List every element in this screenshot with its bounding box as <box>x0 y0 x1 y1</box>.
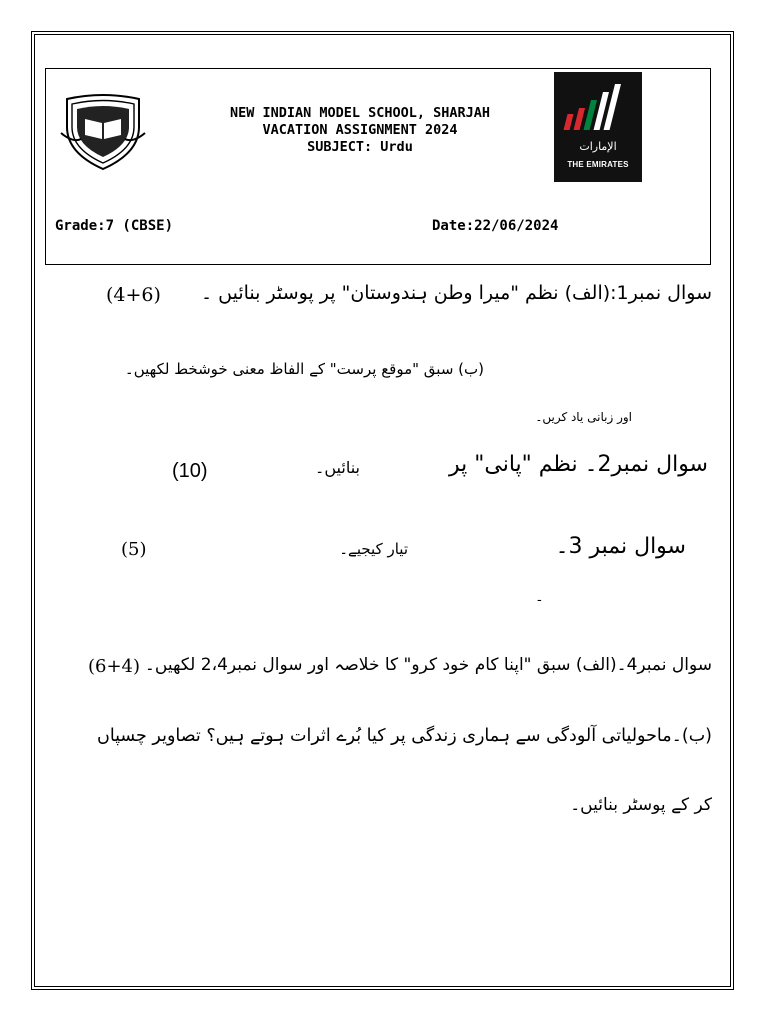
subject-title: SUBJECT: Urdu <box>307 139 413 155</box>
the-emirates-logo <box>554 72 642 182</box>
emirates-arabic-text: الإمارات <box>579 140 617 153</box>
question-1a-marks: (4+6) <box>106 284 161 306</box>
assignment-title: VACATION ASSIGNMENT 2024 <box>262 122 458 138</box>
question-2-text-end: بنائیں۔ <box>315 458 360 477</box>
emirates-english-text: THE EMIRATES <box>567 160 629 169</box>
question-3-label: سوال نمبر 3۔ <box>555 534 686 559</box>
question-3-marks: (5) <box>121 539 147 560</box>
question-3-text: تیار کیجیے۔ <box>339 540 408 558</box>
question-4a: سوال نمبر4۔(الف) سبق "اپنا کام خود کرو" کا خلاصہ اور سوال نمبر2،4 لکھیں۔ <box>144 655 712 675</box>
grade-label: Grade:7 (CBSE) <box>55 218 174 234</box>
school-name: NEW INDIAN MODEL SCHOOL, SHARJAH <box>229 105 491 121</box>
date-label: Date:22/06/2024 <box>432 218 559 234</box>
question-4b-line-1: (ب)۔ماحولیاتی آلودگی سے ہماری زندگی پر کیا بُرے اثرات ہوتے ہیں؟ تصاویر چسپاں <box>96 726 712 746</box>
school-crest-logo <box>59 93 147 171</box>
question-1a: سوال نمبر1:(الف) نظم "میرا وطن ہندوستان" پر پوسٹر بنائیں ۔ <box>200 282 712 304</box>
question-1b: (ب) سبق "موقع پرست" کے الفاظ معنی خوشخط لکھیں۔ <box>124 360 484 378</box>
question-1c: اور زبانی یاد کریں۔ <box>535 410 632 424</box>
stray-dash: - <box>537 592 542 608</box>
question-4b-line-2: کر کے پوسٹر بنائیں۔ <box>570 795 712 815</box>
question-4a-marks: (6+4) <box>88 656 141 677</box>
question-2-marks: (10) <box>172 460 208 482</box>
question-2-text: سوال نمبر2۔ نظم "پانی" پر <box>449 452 708 477</box>
